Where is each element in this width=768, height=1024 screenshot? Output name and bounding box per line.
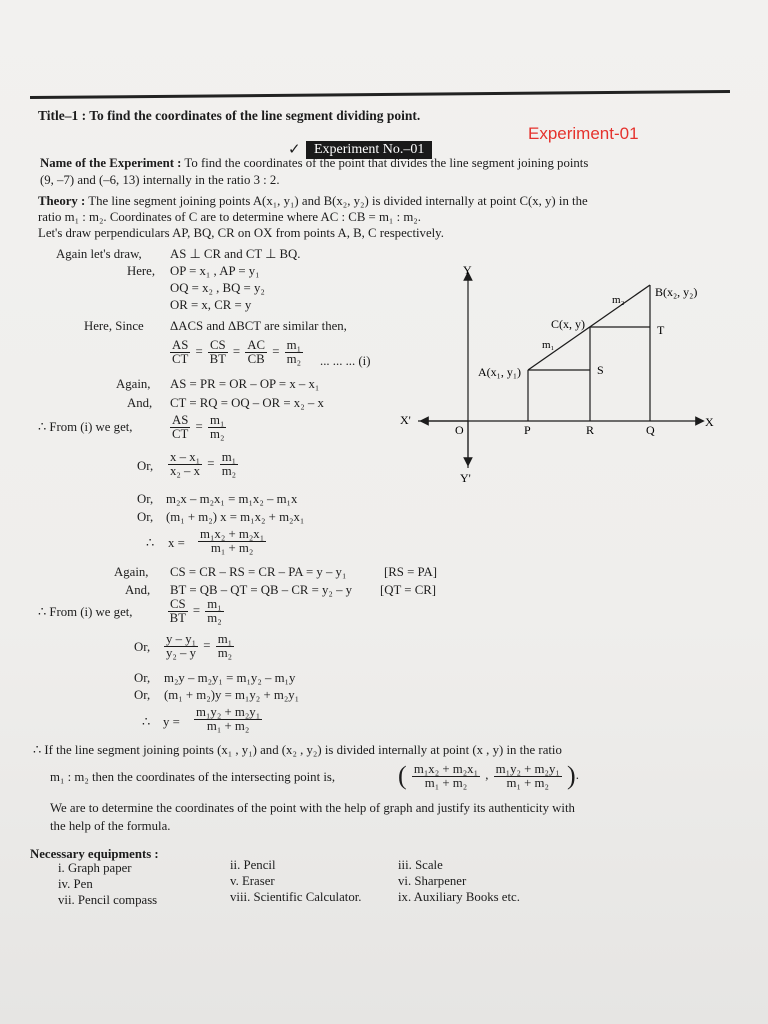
experiment-number-box: Experiment No.–01 — [306, 141, 432, 159]
label-a: A(x₁, y₁) — [478, 365, 522, 379]
again-label: Again, — [114, 565, 149, 579]
theory-line2: ratio m₁ : m₂. Coordinates of C are to determine where AC : CB = m₁ : m₂. — [38, 210, 421, 224]
coordinate-formula: ( $\frac{\text{m₁x₂ + m₂x₁}}{\text{m₁ + m₂}}$ , $\frac{\text{m₁y₂ + m₂y₁}}{\text{m₁ + m₂}}$ ). — [398, 761, 579, 790]
x-ratio: $\frac{\text{x – x₁}}{\text{x₂ – x}}$ = $\frac{\text{m₁}}{\text{m₂}}$ — [170, 450, 237, 478]
and-label: And, — [125, 583, 151, 597]
experiment-name-text: To find the coordinates of the point that divides the line segment joining points — [184, 156, 589, 170]
similar-statement: ΔACS and ΔBCT are similar then, — [170, 319, 347, 333]
equation-ref: ... ... ... (i) — [320, 354, 371, 368]
or4-eq: (m₁ + m₂)y = m₁y₂ + m₂y₁ — [164, 688, 300, 702]
or-label: Or, — [137, 459, 154, 473]
fraction: $\frac{\text{y – y₁}}{\text{y₂ – y}}$ — [166, 632, 197, 660]
or-label: Or, — [137, 510, 154, 524]
as-eq: AS = PR = OR – OP = x – x₁ — [170, 377, 320, 391]
theory-line1: The line segment joining points A(x₁, y₁) and B(x₂, y₂) is divided internally at point C(x, y) in the — [88, 194, 588, 208]
conclusion-line4: the help of the formula. — [50, 819, 171, 833]
here-since-label: Here, Since — [84, 319, 144, 333]
label-m2: m₂ — [612, 294, 625, 306]
y-equals-label: y = — [163, 715, 180, 729]
fraction: $\frac{\text{m₁}}{\text{m₂}}$ — [217, 632, 233, 660]
again-label: Again, — [116, 377, 151, 391]
conclusion-line1: ∴ If the line segment joining points (x₁ , y₁) and (x₂ , y₂) is divided internally at point (x , y) in the ratio — [33, 743, 562, 757]
label-s: S — [597, 363, 604, 377]
or1-eq: m₂x – m₂x₁ = m₁x₂ – m₁x — [166, 492, 298, 506]
label-x: X — [705, 415, 714, 429]
fraction: $\frac{\text{m₁y₂ + m₂y₁}}{\text{m₁ + m₂}}$ — [495, 761, 560, 790]
fraction: $\frac{AS}{CT}$ — [172, 413, 189, 441]
or3-eq: m₂y – m₂y₁ = m₁y₂ – m₁y — [164, 671, 296, 685]
or-label: Or, — [134, 688, 151, 702]
label-y-prime: Y' — [460, 471, 471, 485]
equipment-item: viii. Scientific Calculator. — [230, 890, 362, 904]
fraction: $\frac{\text{m₁}}{\text{m₂}}$ — [209, 413, 225, 441]
theory-label: Theory : — [38, 194, 86, 208]
cs-bt-ratio: $\frac{CS}{BT}$ = $\frac{\text{m₁}}{\text{m₂}}$ — [169, 597, 222, 625]
fraction: $\frac{\text{m₁x₂ + m₂x₁}}{\text{m₁ + m₂}}$ — [200, 527, 265, 555]
experiment-name-label: Name of the Experiment : — [40, 156, 182, 170]
fraction: $\frac{\text{m₁}}{\text{m₂}}$ — [286, 338, 302, 366]
or-label: Or, — [137, 492, 154, 506]
page-title: Title–1 : To find the coordinates of the line segment dividing point. — [38, 108, 421, 123]
equipment-item: i. Graph paper — [58, 861, 132, 875]
therefore-sign: ∴ — [146, 536, 155, 550]
or-label: Or, — [134, 640, 151, 654]
label-y: Y — [463, 263, 472, 277]
label-t: T — [657, 323, 665, 337]
fraction: $\frac{\text{x – x₁}}{\text{x₂ – x}}$ — [170, 450, 201, 478]
label-c: C(x, y) — [551, 317, 585, 331]
fraction: $\frac{AS}{CT}$ — [172, 338, 189, 366]
conclusion-line2: m₁ : m₂ then the coordinates of the intersecting point is, — [50, 770, 336, 784]
experiment-name-line2: (9, –7) and (–6, 13) internally in the ratio 3 : 2. — [40, 173, 280, 187]
cs-note: [RS = PA] — [384, 565, 437, 579]
label-r: R — [586, 423, 595, 437]
equipment-item: vii. Pencil compass — [58, 893, 158, 907]
bt-note: [QT = CR] — [380, 583, 437, 597]
as-ct-ratio: $\frac{AS}{CT}$ = $\frac{\text{m₁}}{\text{m₂}}$ — [172, 413, 225, 441]
label-o: O — [455, 423, 464, 437]
fraction: $\frac{\text{m₁x₂ + m₂x₁}}{\text{m₁ + m₂}}$ — [413, 761, 479, 790]
conclusion-line3: We are to determine the coordinates of the point with the help of graph and justify its authenticity with — [50, 801, 575, 815]
again-draw-label: Again let's draw, — [56, 247, 142, 261]
from-i-label: ∴ From (i) we get, — [38, 420, 133, 434]
fraction: $\frac{CS}{BT}$ — [209, 338, 226, 366]
op-eq: OP = x₁ , AP = y₁ — [170, 264, 260, 278]
equipment-item: iii. Scale — [398, 858, 443, 872]
fraction: $\frac{\text{m₁y₂ + m₂y₁}}{\text{m₁ + m₂}}$ — [196, 705, 261, 733]
perp-statement: AS ⊥ CR and CT ⊥ BQ. — [170, 247, 301, 261]
ratio-equation: $\frac{AS}{CT}$ = $\frac{CS}{BT}$ = $\frac{AC}{CB}$ = $\frac{\text{m₁}}{\text{m₂}}$ — [172, 338, 302, 366]
fraction: $\frac{CS}{BT}$ — [169, 597, 186, 625]
fraction: $\frac{\text{m₁}}{\text{m₂}}$ — [207, 597, 222, 625]
cs-eq: CS = CR – RS = CR – PA = y – y₁ — [170, 565, 347, 579]
equipment-item: vi. Sharpener — [398, 874, 467, 888]
fraction: $\frac{\text{m₁}}{\text{m₂}}$ — [221, 450, 237, 478]
therefore-sign: ∴ — [142, 715, 151, 729]
from-i-label: ∴ From (i) we get, — [38, 605, 133, 619]
x-equals-label: x = — [168, 536, 185, 550]
ct-eq: CT = RQ = OQ – OR = x₂ – x — [170, 396, 324, 410]
or-label: Or, — [134, 671, 151, 685]
and-label: And, — [127, 396, 153, 410]
oq-eq: OQ = x₂ , BQ = y₂ — [170, 281, 265, 295]
label-b: B(x₂, y₂) — [655, 285, 698, 299]
label-m1: m₁ — [542, 339, 555, 351]
label-x-prime: X' — [400, 413, 411, 427]
or-eq: OR = x, CR = y — [170, 298, 252, 312]
fraction: $\frac{AC}{CB}$ — [247, 338, 266, 366]
label-q: Q — [646, 423, 655, 437]
label-p: P — [524, 423, 531, 437]
equipment-item: ix. Auxiliary Books etc. — [398, 890, 520, 904]
equipment-item: iv. Pen — [58, 877, 93, 891]
check-mark-icon: ✓ — [288, 140, 301, 158]
bt-eq: BT = QB – QT = QB – CR = y₂ – y — [170, 583, 353, 597]
equipment-item: v. Eraser — [230, 874, 275, 888]
theory-line3: Let's draw perpendiculars AP, BQ, CR on OX from points A, B, C respectively. — [38, 226, 444, 240]
here-label: Here, — [127, 264, 156, 278]
equipment-item: ii. Pencil — [230, 858, 276, 872]
equipment-label: Necessary equipments : — [30, 847, 159, 861]
y-ratio: $\frac{\text{y – y₁}}{\text{y₂ – y}}$ = $\frac{\text{m₁}}{\text{m₂}}$ — [166, 632, 233, 660]
or2-eq: (m₁ + m₂) x = m₁x₂ + m₂x₁ — [166, 510, 305, 524]
experiment-label-red: Experiment-01 — [528, 124, 639, 143]
